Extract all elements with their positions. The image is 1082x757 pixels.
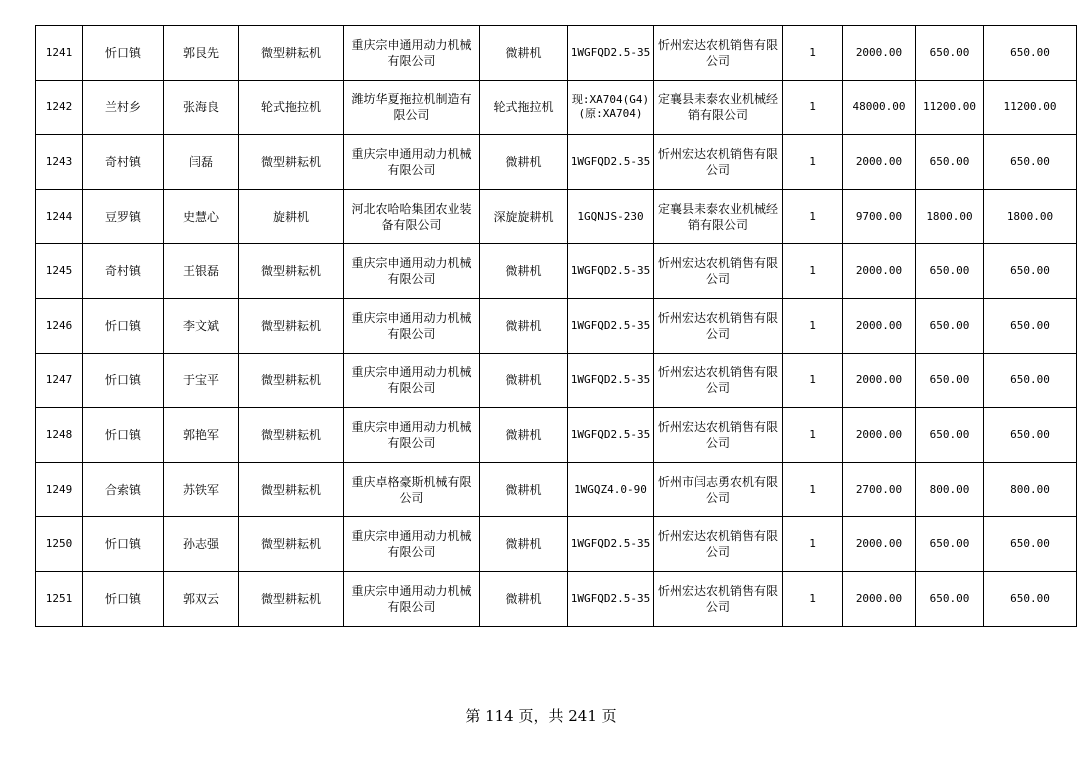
cell-town: 忻口镇	[83, 517, 164, 572]
cell-buyer-name: 苏铁军	[164, 462, 239, 517]
cell-price: 2000.00	[843, 26, 916, 81]
cell-product-name: 微耕机	[480, 353, 568, 408]
page-number: 第 114 页，共 241 页	[465, 707, 617, 725]
cell-manufacturer: 重庆宗申通用动力机械有限公司	[344, 298, 480, 353]
table-row	[36, 244, 1077, 299]
cell-subsidy-total: 11200.00	[984, 80, 1077, 135]
cell-subsidy-central: 650.00	[916, 517, 984, 572]
cell-quantity: 1	[783, 353, 843, 408]
table-body	[36, 26, 1077, 627]
table-row	[36, 517, 1077, 572]
cell-product-name: 轮式拖拉机	[480, 80, 568, 135]
cell-subsidy-central: 650.00	[916, 26, 984, 81]
cell-model: 1WGQZ4.0-90	[568, 462, 654, 517]
table-row	[36, 298, 1077, 353]
cell-manufacturer: 重庆宗申通用动力机械有限公司	[344, 135, 480, 190]
cell-price: 2000.00	[843, 353, 916, 408]
cell-price: 9700.00	[843, 189, 916, 244]
cell-subsidy-total: 1800.00	[984, 189, 1077, 244]
cell-manufacturer: 重庆宗申通用动力机械有限公司	[344, 517, 480, 572]
cell-product-name: 微耕机	[480, 298, 568, 353]
cell-quantity: 1	[783, 135, 843, 190]
cell-dealer: 忻州宏达农机销售有限公司	[654, 298, 783, 353]
cell-product-name: 微耕机	[480, 244, 568, 299]
cell-quantity: 1	[783, 244, 843, 299]
cell-dealer: 忻州宏达农机销售有限公司	[654, 571, 783, 626]
cell-row-number: 1246	[36, 298, 83, 353]
cell-machine-category: 旋耕机	[239, 189, 344, 244]
cell-town: 忻口镇	[83, 26, 164, 81]
cell-subsidy-central: 11200.00	[916, 80, 984, 135]
cell-subsidy-central: 650.00	[916, 353, 984, 408]
table-row	[36, 26, 1077, 81]
cell-buyer-name: 闫磊	[164, 135, 239, 190]
cell-dealer: 定襄县耒泰农业机械经销有限公司	[654, 189, 783, 244]
cell-manufacturer: 河北农哈哈集团农业装备有限公司	[344, 189, 480, 244]
cell-machine-category: 微型耕耘机	[239, 571, 344, 626]
cell-quantity: 1	[783, 462, 843, 517]
cell-subsidy-total: 650.00	[984, 408, 1077, 463]
cell-town: 兰村乡	[83, 80, 164, 135]
cell-price: 2000.00	[843, 244, 916, 299]
cell-dealer: 忻州宏达农机销售有限公司	[654, 408, 783, 463]
cell-town: 奇村镇	[83, 135, 164, 190]
cell-buyer-name: 郭双云	[164, 571, 239, 626]
cell-subsidy-total: 650.00	[984, 353, 1077, 408]
cell-model: 1GQNJS-230	[568, 189, 654, 244]
cell-town: 合索镇	[83, 462, 164, 517]
cell-product-name: 微耕机	[480, 517, 568, 572]
table-row	[36, 135, 1077, 190]
cell-manufacturer: 重庆宗申通用动力机械有限公司	[344, 408, 480, 463]
cell-buyer-name: 李文斌	[164, 298, 239, 353]
cell-dealer: 忻州宏达农机销售有限公司	[654, 517, 783, 572]
cell-model: 1WGFQD2.5-35	[568, 244, 654, 299]
cell-dealer: 忻州市闫志勇农机有限公司	[654, 462, 783, 517]
cell-subsidy-central: 1800.00	[916, 189, 984, 244]
subsidy-table	[35, 25, 1077, 627]
cell-buyer-name: 郭艮先	[164, 26, 239, 81]
cell-town: 忻口镇	[83, 353, 164, 408]
cell-subsidy-total: 650.00	[984, 571, 1077, 626]
cell-buyer-name: 于宝平	[164, 353, 239, 408]
cell-town: 忻口镇	[83, 408, 164, 463]
cell-model: 1WGFQD2.5-35	[568, 408, 654, 463]
cell-machine-category: 微型耕耘机	[239, 244, 344, 299]
cell-price: 2000.00	[843, 298, 916, 353]
cell-product-name: 微耕机	[480, 135, 568, 190]
cell-model: 现:XA704(G4)(原:XA704)	[568, 80, 654, 135]
cell-manufacturer: 重庆宗申通用动力机械有限公司	[344, 571, 480, 626]
cell-dealer: 定襄县耒泰农业机械经销有限公司	[654, 80, 783, 135]
cell-town: 忻口镇	[83, 298, 164, 353]
cell-price: 48000.00	[843, 80, 916, 135]
cell-quantity: 1	[783, 298, 843, 353]
cell-town: 忻口镇	[83, 571, 164, 626]
cell-buyer-name: 史慧心	[164, 189, 239, 244]
cell-quantity: 1	[783, 189, 843, 244]
cell-machine-category: 微型耕耘机	[239, 462, 344, 517]
cell-town: 豆罗镇	[83, 189, 164, 244]
cell-price: 2000.00	[843, 135, 916, 190]
table-row	[36, 408, 1077, 463]
table-row	[36, 571, 1077, 626]
cell-machine-category: 微型耕耘机	[239, 353, 344, 408]
cell-subsidy-central: 650.00	[916, 298, 984, 353]
cell-subsidy-total: 650.00	[984, 26, 1077, 81]
cell-subsidy-total: 650.00	[984, 298, 1077, 353]
table-row	[36, 462, 1077, 517]
cell-dealer: 忻州宏达农机销售有限公司	[654, 135, 783, 190]
cell-product-name: 微耕机	[480, 26, 568, 81]
cell-row-number: 1244	[36, 189, 83, 244]
cell-row-number: 1243	[36, 135, 83, 190]
cell-manufacturer: 重庆宗申通用动力机械有限公司	[344, 244, 480, 299]
cell-price: 2000.00	[843, 408, 916, 463]
cell-subsidy-total: 650.00	[984, 517, 1077, 572]
cell-row-number: 1249	[36, 462, 83, 517]
cell-machine-category: 轮式拖拉机	[239, 80, 344, 135]
cell-subsidy-total: 650.00	[984, 135, 1077, 190]
cell-quantity: 1	[783, 26, 843, 81]
cell-product-name: 深旋旋耕机	[480, 189, 568, 244]
cell-subsidy-total: 800.00	[984, 462, 1077, 517]
cell-product-name: 微耕机	[480, 462, 568, 517]
cell-price: 2000.00	[843, 517, 916, 572]
table-row	[36, 80, 1077, 135]
cell-row-number: 1250	[36, 517, 83, 572]
cell-machine-category: 微型耕耘机	[239, 135, 344, 190]
cell-dealer: 忻州宏达农机销售有限公司	[654, 26, 783, 81]
cell-quantity: 1	[783, 571, 843, 626]
cell-manufacturer: 潍坊华夏拖拉机制造有限公司	[344, 80, 480, 135]
cell-model: 1WGFQD2.5-35	[568, 517, 654, 572]
cell-quantity: 1	[783, 408, 843, 463]
cell-model: 1WGFQD2.5-35	[568, 135, 654, 190]
cell-price: 2000.00	[843, 571, 916, 626]
cell-machine-category: 微型耕耘机	[239, 517, 344, 572]
cell-town: 奇村镇	[83, 244, 164, 299]
cell-manufacturer: 重庆宗申通用动力机械有限公司	[344, 353, 480, 408]
cell-subsidy-central: 650.00	[916, 408, 984, 463]
cell-subsidy-central: 800.00	[916, 462, 984, 517]
cell-model: 1WGFQD2.5-35	[568, 353, 654, 408]
cell-model: 1WGFQD2.5-35	[568, 26, 654, 81]
cell-row-number: 1248	[36, 408, 83, 463]
cell-row-number: 1247	[36, 353, 83, 408]
cell-product-name: 微耕机	[480, 408, 568, 463]
cell-subsidy-total: 650.00	[984, 244, 1077, 299]
cell-quantity: 1	[783, 80, 843, 135]
table-row	[36, 353, 1077, 408]
cell-row-number: 1241	[36, 26, 83, 81]
cell-subsidy-central: 650.00	[916, 571, 984, 626]
cell-buyer-name: 张海良	[164, 80, 239, 135]
cell-machine-category: 微型耕耘机	[239, 26, 344, 81]
cell-manufacturer: 重庆卓格豪斯机械有限公司	[344, 462, 480, 517]
cell-row-number: 1251	[36, 571, 83, 626]
cell-dealer: 忻州宏达农机销售有限公司	[654, 244, 783, 299]
table-row	[36, 189, 1077, 244]
cell-machine-category: 微型耕耘机	[239, 408, 344, 463]
cell-manufacturer: 重庆宗申通用动力机械有限公司	[344, 26, 480, 81]
cell-model: 1WGFQD2.5-35	[568, 571, 654, 626]
cell-machine-category: 微型耕耘机	[239, 298, 344, 353]
cell-product-name: 微耕机	[480, 571, 568, 626]
cell-dealer: 忻州宏达农机销售有限公司	[654, 353, 783, 408]
cell-row-number: 1245	[36, 244, 83, 299]
cell-price: 2700.00	[843, 462, 916, 517]
cell-subsidy-central: 650.00	[916, 244, 984, 299]
cell-buyer-name: 王银磊	[164, 244, 239, 299]
cell-buyer-name: 孙志强	[164, 517, 239, 572]
cell-model: 1WGFQD2.5-35	[568, 298, 654, 353]
cell-row-number: 1242	[36, 80, 83, 135]
cell-subsidy-central: 650.00	[916, 135, 984, 190]
cell-quantity: 1	[783, 517, 843, 572]
cell-buyer-name: 郭艳军	[164, 408, 239, 463]
